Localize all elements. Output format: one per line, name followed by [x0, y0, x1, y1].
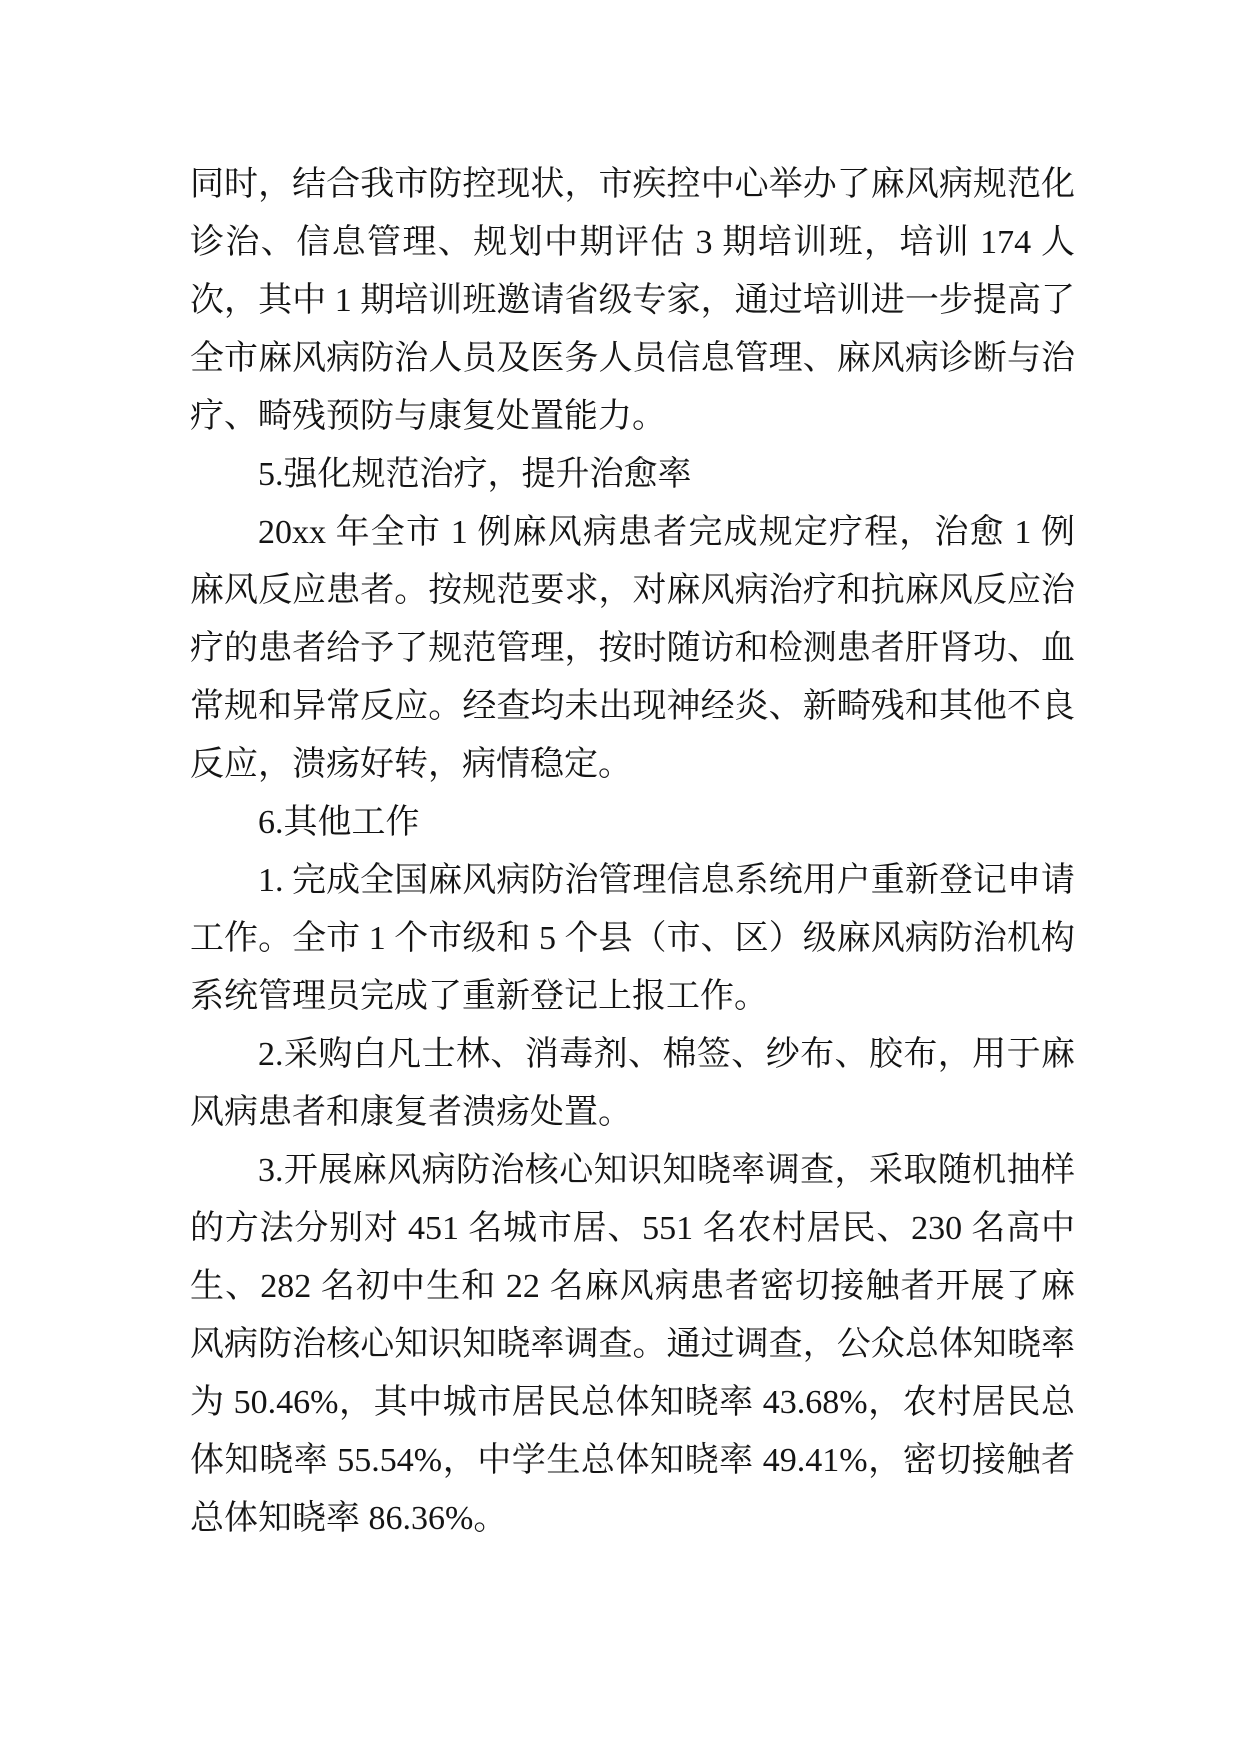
document-body	[190, 156, 1075, 1548]
paragraph-training-continuation: 同时，结合我市防控现状，市疾控中心举办了麻风病规范化诊治、信息管理、规划中期评估 3 期培训班，培训 174 人次，其中 1 期培训班邀请省级专家，通过培训进一步提高了全市麻风病防治人员及医务人员信息管理、麻风病诊断与治疗、畸残预防与康复处置能力。	[190, 166, 1075, 435]
paragraph-heading-standard-treatment: 5.强化规范治疗，提升治愈率	[258, 456, 692, 493]
paragraph-other-work-item-3: 3.开展麻风病防治核心知识知晓率调查，采取随机抽样的方法分别对 451 名城市居、551 名农村居民、230 名高中生、282 名初中生和 22 名麻风病患者密切接触者开展了麻风病防治核心知识知晓率调查。通过调查，公众总体知晓率为 50.46%，其中城市居民总体知晓率 43.68%，农村居民总体知晓率 55.54%，中学生总体知晓率 49.41%，密切接触者总体知晓率 86.36%。	[190, 1152, 1075, 1537]
paragraph-other-work-item-1: 1. 完成全国麻风病防治管理信息系统用户重新登记申请工作。全市 1 个市级和 5 个县（市、区）级麻风病防治机构系统管理员完成了重新登记上报工作。	[190, 862, 1075, 1015]
paragraph-other-work-item-2: 2.采购白凡士林、消毒剂、棉签、纱布、胶布，用于麻风病患者和康复者溃疡处置。	[190, 1036, 1075, 1131]
paragraph-treatment-details: 20xx 年全市 1 例麻风病患者完成规定疗程，治愈 1 例麻风反应患者。按规范要求，对麻风病治疗和抗麻风反应治疗的患者给予了规范管理，按时随访和检测患者肝肾功、血常规和异常反应。经查均未出现神经炎、新畸残和其他不良反应，溃疡好转，病情稳定。	[190, 514, 1075, 783]
paragraph-heading-other-work: 6.其他工作	[258, 804, 420, 841]
